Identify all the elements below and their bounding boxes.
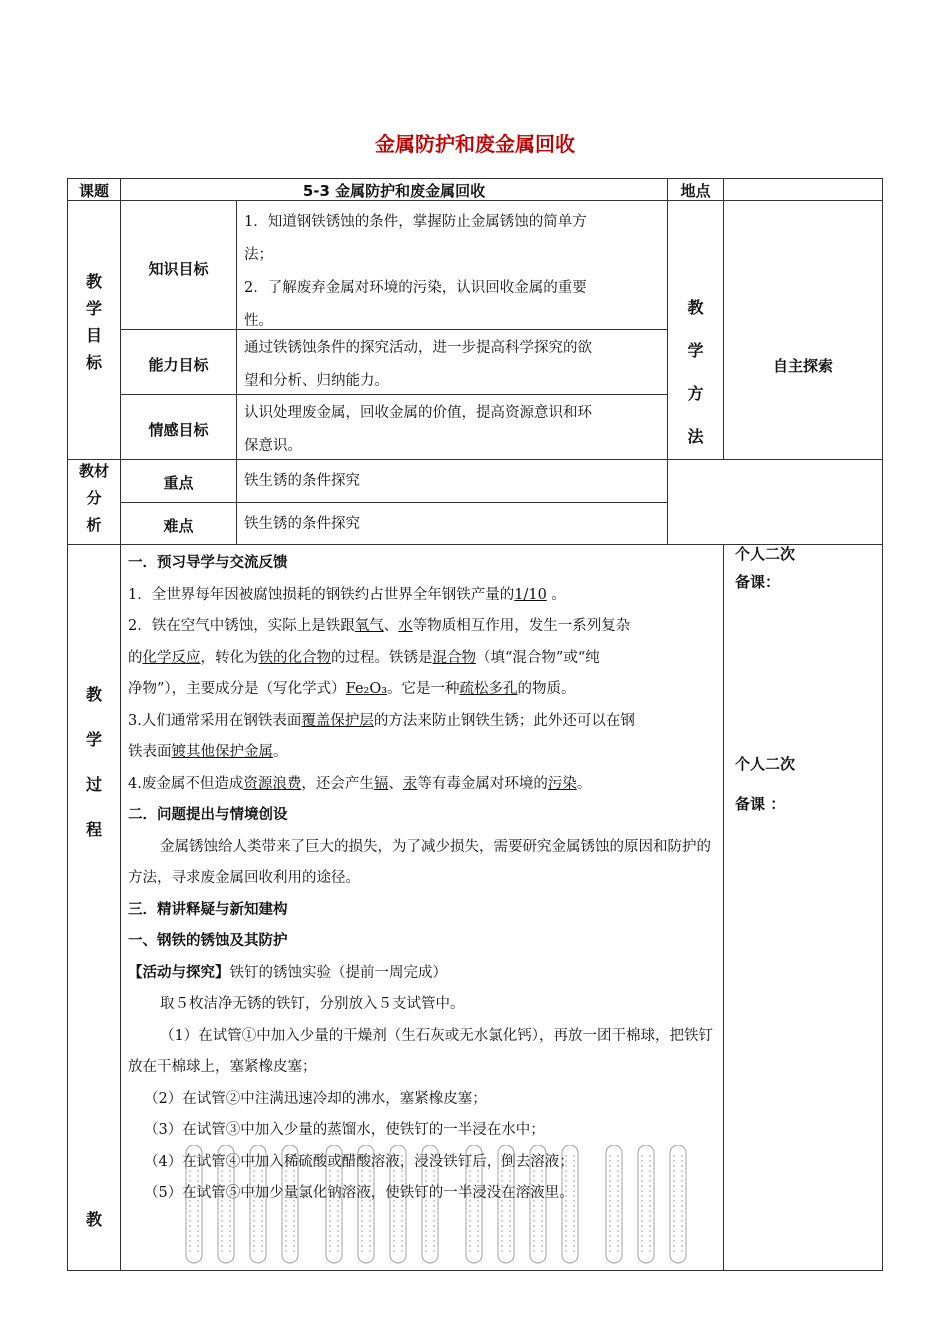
process-bottom-label: 教 [85, 1210, 102, 1229]
side-note-2: 个人二次 备课 ： [735, 755, 796, 813]
method-value: 自主探索 [772, 357, 833, 375]
activity-line: 【活动与探究】铁钉的锈蚀实验（提前一周完成） [128, 964, 447, 981]
emotion-goal-label: 情感目标 [148, 421, 209, 439]
topic-label: 课题 [78, 182, 109, 200]
step-4: （4）在试管④中加入稀硫酸或醋酸溶液，浸没铁钉后，倒去溶液； [144, 1153, 574, 1170]
section-2-title: 二．问题提出与情境创设 [128, 807, 288, 823]
section-3-subtitle: 一、钢铁的锈蚀及其防护 [128, 933, 288, 949]
key-point-value: 铁生锈的条件探究 [244, 473, 360, 489]
emotion-goal-text: 认识处理废金属，回收金属的价值，提高资源意识和环 保意识。 [244, 405, 592, 454]
ability-goal-label: 能力目标 [148, 356, 209, 374]
step-0: 取５枚洁净无锈的铁钉，分别放入５支试管中。 [160, 996, 465, 1012]
topic-value: 5-3 金属防护和废金属回收 [302, 182, 486, 200]
place-label: 地点 [680, 182, 711, 200]
test-tubes-illustration [176, 1145, 696, 1270]
process-body [128, 548, 718, 1210]
question-3: 3.人们通常采用在钢铁表面覆盖保护层的方法来防止钢铁生锈；此外还可以在钢 铁表面镀其他保护金属。 [128, 712, 635, 760]
ability-goal-text: 通过铁锈蚀条件的探究活动，进一步提高科学探究的欲 望和分析、归纳能力。 [244, 340, 592, 389]
section-1-title: 一．预习导学与交流反馈 [128, 555, 288, 571]
objectives-group-label: 教 学 目 标 [85, 272, 102, 372]
step-2: （2）在试管②中注满迅速冷却的沸水，塞紧橡皮塞； [144, 1090, 487, 1107]
method-label: 教 学 方 法 [687, 298, 704, 446]
question-2: 2．铁在空气中锈蚀，实际上是铁跟氧气、水等物质相互作用，发生一系列复杂 的化学反应，转化为铁的化合物的过程。铁锈是混合物（填“混合物”或“纯 净物”），主要成分是（写化学式）Fe₂O₃。它是一种疏松多孔的物质。 [128, 618, 631, 697]
key-point-label: 重点 [163, 474, 194, 492]
step-5: （5）在试管⑤中加少量氯化钠溶液，使铁钉的一半浸没在溶液里。 [144, 1185, 574, 1201]
knowledge-goal-label: 知识目标 [148, 260, 209, 278]
side-note-1: 个人二次 备课： [735, 545, 796, 591]
step-1: （1）在试管①中加入少量的干燥剂（生石灰或无水氯化钙），再放一团干棉球，把铁钉放在干棉球上，塞紧橡皮塞； [128, 1027, 713, 1075]
question-4: 4.废金属不但造成资源浪费，还会产生镉、汞等有毒金属对环境的污染。 [128, 775, 592, 792]
difficult-point-value: 铁生锈的条件探究 [244, 516, 360, 532]
process-group-label: 教 学 过 程 [85, 685, 102, 839]
question-1: 1．全世界每年因被腐蚀损耗的钢铁约占世界全年钢铁产量的1/10 。 [128, 586, 566, 603]
section-3-title: 三．精讲释疑与新知建构 [128, 901, 288, 918]
section-2-text: 金属锈蚀给人类带来了巨大的损失，为了减少损失，需要研究金属锈蚀的原因和防护的方法，寻求废金属回收利用的途径。 [128, 838, 711, 886]
page-title: 金属防护和废金属回收 [375, 132, 575, 156]
difficult-point-label: 难点 [163, 517, 194, 535]
knowledge-goal-text: 1．知道钢铁锈蚀的条件，掌握防止金属锈蚀的简单方 法； 2．了解废弃金属对环境的污染，认识回收金属的重要 性。 [244, 214, 587, 329]
analysis-group-label: 教材 分 析 [78, 462, 109, 534]
step-3: （3）在试管③中加入少量的蒸馏水，使铁钉的一半浸在水中； [144, 1122, 545, 1138]
